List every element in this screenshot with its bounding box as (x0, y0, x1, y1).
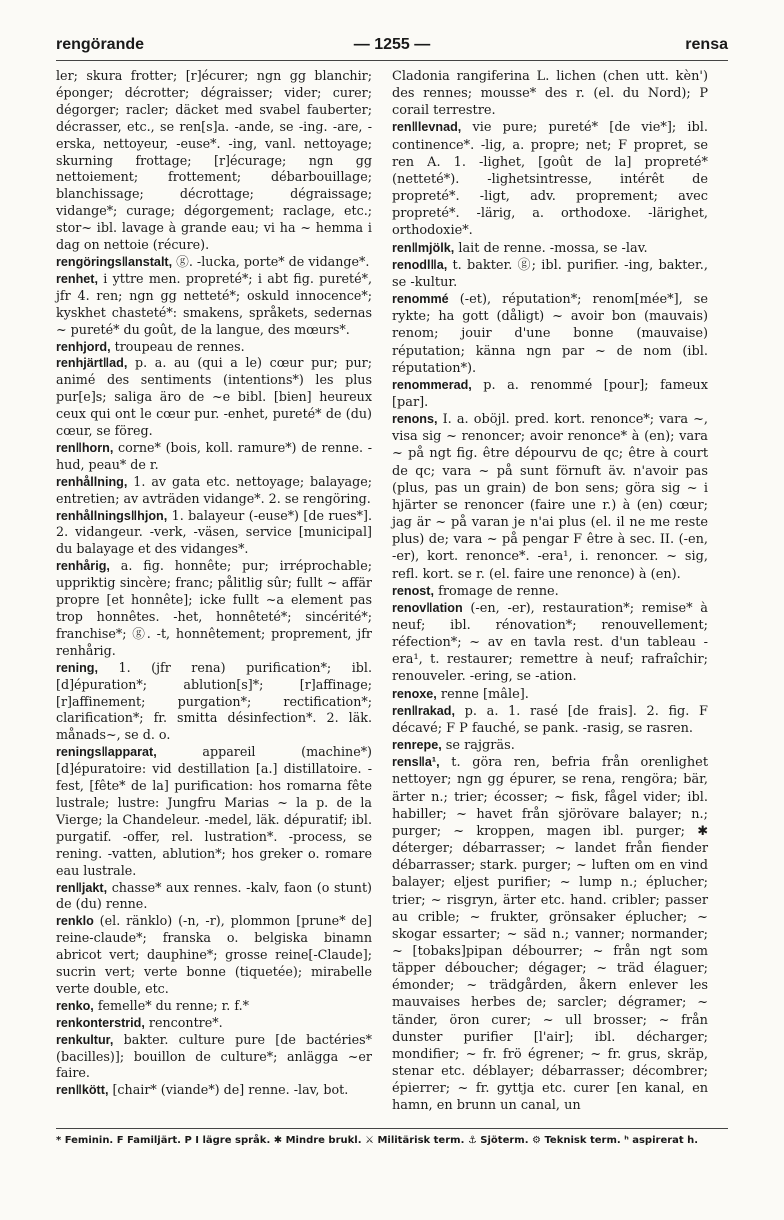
dictionary-entry (56, 254, 372, 271)
entry-definition: [chair* (viande*) de] renne. -lav, bot. (108, 1082, 349, 1098)
entry-definition: femelle* du renne; r. f.* (93, 997, 249, 1013)
entry-definition: chasse* aux rennes. -kalv, faon (o stunt) de (du) renne. (56, 879, 372, 912)
entry-definition: vie pure; pureté* [de vie*]; ibl. continence*. -lig, a. propre; net; F propret, se ren A. 1. -lighet, [goût de la] propreté* (netteté*). -lighetsintresse, intérêt de propreté*. -ligt, adv. proprement; avec propreté*. -lärig, a. orthodoxe. -lärighet, orthodoxie*. (392, 120, 708, 239)
header-rule (56, 60, 728, 61)
entry-definition: (-et), réputation*; renom[mée*], se rykte; ha gott (dåligt) ~ avoir bon (mauvais) renom; jouir d'une bonne (mauvaise) réputation; känna ngn par ~ de nom (ibl. réputation*). (392, 292, 708, 376)
dictionary-entry (56, 339, 372, 356)
page-header (56, 36, 728, 58)
dictionary-entry (392, 257, 708, 291)
left-column (56, 68, 372, 1099)
entry-definition: (-en, -er), restauration*; remise* à neuf; ibl. rénovation*; renouvellement; réfection*; ~ av en tavla rest. d'un tableau -era¹, t. restaurer; remettre à neuf; rafraîchir; renouveler. -ering, se -ation. (392, 600, 708, 685)
entry-definition: 1. av gata etc. nettoyage; balayage; entretien; av avträden vidange*. 2. se rengöring. (56, 473, 372, 506)
entry-definition: p. a. renommé [pour]; fameux [par]. (392, 377, 708, 410)
dictionary-entry (392, 600, 708, 686)
dictionary-entry (56, 744, 372, 879)
entry-definition: 1. balayeur (-euse*) [de rues*]. 2. vidangeur. -verk, -väsen, service [municipal] du balayage et des vidanges*. (56, 507, 372, 557)
dictionary-entry (56, 474, 372, 508)
entry-definition: a. fig. honnête; pur; irréprochable; uppriktig sincère; franc; pålitlig sûr; fullt ~ affär propre [et honnête]; icke fullt ~a element pas trop honnêtes. -het, honnêteté*; sincérité*; franchise*; ⓖ. -t, honnêtement; proprement, jfr renhårig. (56, 558, 372, 658)
left-guide-word: rengörande (56, 36, 145, 53)
entry-headword: rening, (56, 660, 98, 675)
entry-headword: renrepe, (392, 738, 442, 753)
dictionary-entry (392, 119, 708, 239)
entry-headword: renklo (56, 914, 94, 929)
dictionary-entry (392, 240, 708, 257)
entry-definition: troupeau de rennes. (110, 338, 245, 354)
footer-rule (56, 1128, 728, 1129)
footer-legend: * Feminin. F Familjärt. P I lägre språk. ✱ Mindre brukl. ⚔ Militärisk term. ⚓ Sjöterm. ⚙ Teknisk term. ʰ aspirerat h. (56, 1135, 699, 1146)
entry-definition: Cladonia rangiferina L. lichen (chen utt. kèn') des rennes; mousse* des r. (el. du Nord); P corail terrestre. (392, 69, 708, 119)
entry-headword: renommerad, (392, 377, 472, 392)
entry-definition: appareil (machine*) [d]épuratoire: vid destillation [a.] distillatoire. -fest, [fête* de la] purification: hos romarna fête lustrale; lustre: Jungfru Marias ~ la p. de la Vierge; la Chandeleur. -medel, läk. dépuratif; ibl. purgatif. -offer, rel. lustration*. -process, se rening. -vatten, ablution*; hos greker o. romare eau lustrale. (56, 744, 372, 878)
entry-definition: i yttre men. propreté*; i abt fig. pureté*, jfr 4. ren; ngn gg netteté*; oskuld innocence*; kyskhet chasteté*: smakens, språkets, sedernas ~ pureté* du goût, de la langue, des mœurs*. (56, 270, 372, 337)
entry-definition: ⓖ. -lucka, porte* de vidange*. (172, 253, 370, 269)
dictionary-entry (56, 271, 372, 339)
dictionary-entry (392, 68, 708, 119)
dictionary-entry (56, 913, 372, 998)
entry-definition: se rajgräs. (441, 738, 515, 754)
entry-headword: renons, (392, 412, 438, 427)
dictionary-entry (56, 1082, 372, 1099)
dictionary-entry (392, 377, 708, 411)
dictionary-entry (392, 411, 708, 583)
entry-headword: renhållningsǁhjon, (56, 508, 168, 523)
entry-headword: reningsǁapparat, (56, 745, 157, 760)
entry-headword: rengöringsǁanstalt, (56, 254, 173, 269)
entry-definition: corne* (bois, koll. ramure*) de renne. -hud, peau* de r. (56, 439, 372, 472)
dictionary-entry (56, 1032, 372, 1083)
entry-headword: renǁlevnad, (392, 120, 462, 135)
entry-headword: rensǁa¹, (392, 755, 440, 770)
dictionary-entry (392, 583, 708, 600)
entry-headword: renovǁation (392, 600, 463, 615)
entry-definition: (el. ränklo) (-n, -r), plommon [prune* de] reine-claude*; franska o. belgiska binamn abricot vert; dauphine*; grosse reine[-Claude]; sucrin vert; verte bonne (tiquetée); mirabelle verte double, etc. (56, 913, 372, 996)
dictionary-entry (392, 291, 708, 377)
entry-headword: renǁrakad, (392, 703, 455, 718)
dictionary-entry (56, 508, 372, 559)
dictionary-entry (392, 703, 708, 737)
entry-definition: fromage de renne. (434, 583, 559, 599)
entry-definition: p. a. au (qui a le) cœur pur; pur; animé des sentiments (intentions*) les plus pur[e]s; saliga äro de ~e bibl. [bien] heureux ceux qui ont le cœur pur. -enhet, pureté* de (du) cœur, se föreg. (56, 355, 372, 439)
entry-headword: renommé (392, 292, 449, 307)
entry-definition: renne [mâle]. (436, 686, 529, 702)
right-column (392, 68, 708, 1115)
dictionary-entry (56, 998, 372, 1015)
dictionary-entry (56, 1015, 372, 1032)
dictionary-entry (56, 880, 372, 914)
entry-definition: 1. (jfr rena) purification*; ibl. [d]épuration*; ablution[s]*; [r]affinage; [r]affinement; purgation*; rectification*; clarification*; fr. smitta désinfection*. 2. läk. månads~, se d. o. (56, 659, 372, 743)
entry-definition: p. a. 1. rasé [de frais]. 2. fig. F décavé; F P fauché, se pank. -rasig, se rasren. (392, 703, 708, 736)
entry-definition: lait de renne. -mossa, se -lav. (454, 240, 648, 256)
entry-headword: renhårig, (56, 559, 110, 574)
dictionary-entry (56, 558, 372, 659)
entry-definition: rencontre*. (144, 1014, 223, 1030)
entry-headword: renhet, (56, 271, 98, 286)
entry-definition: bakter. culture pure [de bactéries* (bacilles)]; bouillon de culture*; anlägga ~er faire. (56, 1031, 372, 1081)
entry-headword: renoxe, (392, 686, 437, 701)
entry-headword: renhjärtǁad, (56, 356, 128, 371)
dictionary-entry (392, 686, 708, 703)
right-guide-word: rensa (685, 36, 728, 53)
dictionary-entry (56, 68, 372, 254)
dictionary-entry (56, 440, 372, 474)
entry-headword: renodlǁa, (392, 257, 448, 272)
dictionary-entry (392, 737, 708, 754)
entry-headword: renhjord, (56, 339, 111, 354)
entry-headword: renǁmjölk, (392, 240, 455, 255)
page-number: — 1255 — (353, 36, 431, 53)
dictionary-entry (392, 754, 708, 1114)
entry-definition: I. a. oböjl. pred. kort. renonce*; vara ~, visa sig ~ renoncer; avoir renonce* à (en); vara ~ på ngt fig. être dépourvu de qc; être à court de qc; vara ~ på sunt förnuft äv. n'avoir pas (plus, pas un grain) de bon sens; göra sig ~ i hjärter se renoncer (faire une r.) à (en) cœur; jag är ~ på varan je n'ai plus (el. il ne me reste plus) de; vara ~ på pengar F être à sec. II. (-en, -er), kort. renonce*. -era¹, i. renoncer. ~ sig, refl. kort. se r. (el. faire une renonce) à (en). (392, 412, 708, 582)
entry-headword: renkultur, (56, 1032, 114, 1047)
entry-headword: renǁkött, (56, 1083, 109, 1098)
entry-headword: renko, (56, 998, 94, 1013)
entry-definition: ler; skura frotter; [r]écurer; ngn gg blanchir; éponger; décrotter; dégraisser; vider; curer; dégorger; racler; däcket med svabel fauberter; décrasser, etc., se ren[s]a. -ande, se -ing. -are, -erska, nettoyeur, -euse*. -ing, vanl. nettoyage; skurning frottage; [r]écurage; ngn gg nettoiement; frottement; débarbouillage; blanchissage; décrottage; dégraissage; vidange*; curage; dégorgement; raclage, etc.; stor~ ibl. lavage à grande eau; vi ha ~ hemma i dag on nettoie (récure). (56, 68, 372, 253)
dictionary-entry (56, 355, 372, 440)
entry-headword: renǁhorn, (56, 440, 114, 455)
entry-headword: renhållning, (56, 474, 128, 489)
entry-definition: t. bakter. ⓖ; ibl. purifier. -ing, bakter., se -kultur. (392, 257, 708, 290)
dictionary-entry (56, 660, 372, 745)
entry-headword: renost, (392, 583, 434, 598)
entry-headword: renǁjakt, (56, 880, 108, 895)
entry-headword: renkonterstrid, (56, 1015, 145, 1030)
entry-definition: t. göra ren, befria från orenlighet nettoyer; ngn gg épurer, se rena, rengöra; bär, ärter n.; trier; écosser; ~ fisk, fågel vider; ibl. habiller; ~ havet från sjörövare balayer; n.; purger; ~ kroppen, magen ibl. purger; ✱ déterger; débarrasser; ~ landet från fiender débarrasser; stark. purger; ~ luften om en vind balayer; eljest purifier; ~ lump n.; éplucher; trier; ~ risgryn, ärter etc. hand. cribler; passer au crible; ~ frukter, grönsaker éplucher; ~ skogar essarter; ~ säd n.; vanner; normander; ~ [tobaks]pipan débourrer; ~ från ngt som täpper déboucher; dégager; ~ träd élaguer; émonder; ~ trädgården, åkern enlever les mauvaises herbes de; sarcler; dégramer; ~ tänder, öron curer; ~ ull brosser; ~ från dunster purifier [l'air]; ibl. décharger; mondifier; ~ fr. frö égrener; ~ fr. grus, skräp, stenar etc. déblayer; débarrasser; décombrer; épierrer; ~ fr. gyttja etc. curer [en kanal, en hamn, en brunn un canal, un (392, 755, 708, 1114)
